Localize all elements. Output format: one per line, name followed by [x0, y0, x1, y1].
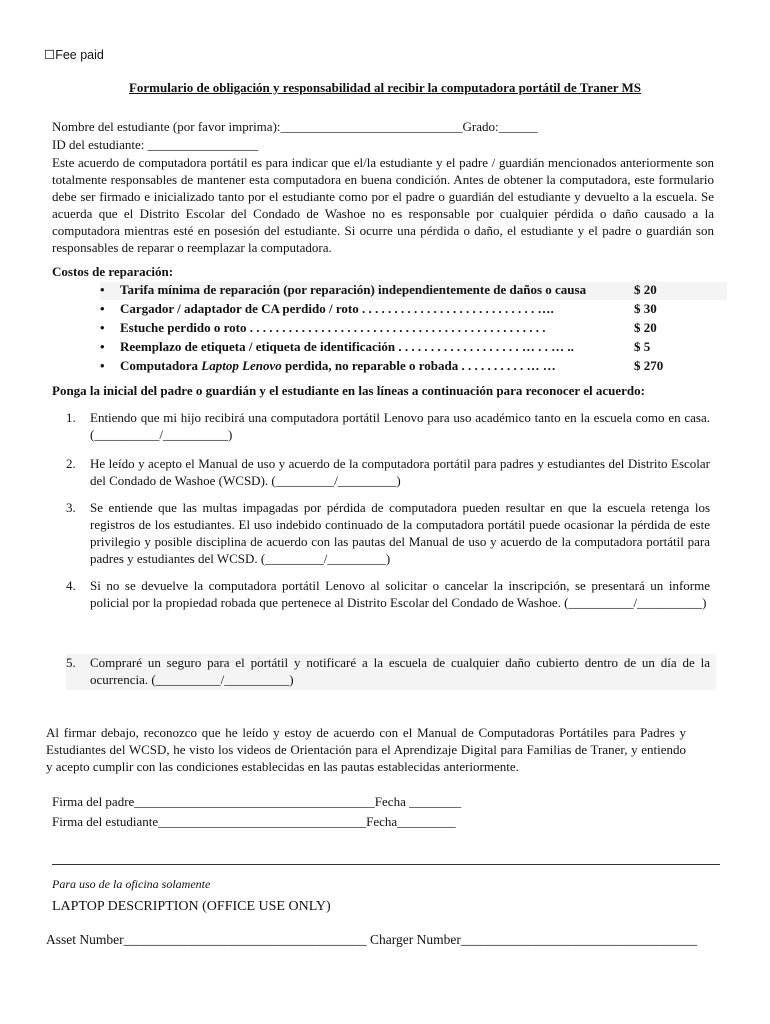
- cost-item: [100, 282, 727, 300]
- bullet-icon: •: [100, 301, 105, 316]
- cost-item: [100, 320, 727, 338]
- closing-paragraph: Al firmar debajo, reconozco que he leído y estoy de acuerdo con el Manual de Computadoras Portátiles para Padres y Estudiantes del WCSD, he visto los videos de Orientación para el Aprendizaje Digital para Familias de Traner, y entiendo y acepto cumplir con las condiciones establecidas en las pautas establecidas anteriormente.: [46, 725, 686, 774]
- item-text[interactable]: Si no se devuelve la computadora portátil Lenovo al solicitar o cancelar la inscripción, se presentará un informe policial por la propiedad robada que pertenece al Distrito Escolar del Condado de Washoe. (__________/__________): [90, 578, 710, 610]
- cost-item: [100, 358, 727, 376]
- item-number: 3.: [66, 500, 76, 515]
- intro-paragraph: Este acuerdo de computadora portátil es para indicar que el/la estudiante y el padre / guardián mencionados anteriormente son totalmente responsables de mantener esta computadora en buena condición. Antes de obtener la computadora, este formulario debe ser firmado e inicializado tanto por el estudiante como por el padre o guardián del estudiante y devuelto a la escuela. Se acuerda que el Distrito Escolar del Condado de Washoe no es responsable por cualquier pérdida o daño causado a la computadora mientras esté en posesión del estudiante. Si ocurre una pérdida o daño, el estudiante y el padre o guardián son responsables de reparar o reemplazar la computadora.: [52, 155, 714, 255]
- bullet-icon: •: [100, 339, 105, 354]
- bullet-icon: •: [100, 358, 105, 373]
- agreement-item: [66, 654, 716, 690]
- item-number: 2.: [66, 456, 76, 471]
- item-text[interactable]: Compraré un seguro para el portátil y notificaré a la escuela de cualquier daño cubierto dentro de un día de la ocurrencia. (__________/__________): [90, 655, 710, 687]
- cost-description-start: Computadora: [120, 358, 202, 373]
- cost-description: Tarifa mínima de reparación (por reparación) independientemente de daños o causa: [120, 282, 587, 297]
- item-number: 1.: [66, 410, 76, 425]
- cost-price: $ 20: [634, 282, 657, 297]
- cost-price: $ 270: [634, 358, 664, 373]
- item-text[interactable]: He leído y acepto el Manual de uso y acuerdo de la computadora portátil para padres y estudiantes del Distrito Escolar del Condado de Washoe (WCSD). (_________/_________): [90, 456, 710, 488]
- repair-costs-heading: Costos de reparación:: [52, 264, 174, 279]
- laptop-model: Laptop Lenovo: [201, 358, 282, 373]
- fee-paid-checkbox[interactable]: [44, 47, 104, 62]
- office-use-note: Para uso de la oficina solamente: [52, 877, 211, 891]
- cost-price: $ 30: [634, 301, 657, 316]
- cost-item: [100, 339, 727, 357]
- divider: [52, 864, 720, 865]
- bullet-icon: •: [100, 320, 105, 335]
- asset-charger-line[interactable]: Asset Number____________________________________ Charger Number___________________________________: [46, 932, 698, 947]
- laptop-description-heading: LAPTOP DESCRIPTION (OFFICE USE ONLY): [52, 899, 331, 914]
- item-number: 5.: [66, 655, 76, 670]
- item-number: 4.: [66, 578, 76, 593]
- cost-price: $ 20: [634, 320, 657, 335]
- cost-description: Reemplazo de etiqueta / etiqueta de identificación . . . . . . . . . . . . . . . . . . . … . . … ..: [120, 339, 574, 354]
- acknowledge-heading: Ponga la inicial del padre o guardián y el estudiante en las líneas a continuación para reconocer el acuerdo:: [52, 383, 645, 398]
- cost-description-end: perdida, no reparable o robada . . . . . . . . . . … …: [281, 358, 556, 373]
- checkbox-icon: ☐: [44, 48, 56, 62]
- student-id-field[interactable]: ID del estudiante: _________________: [52, 137, 259, 152]
- agreement-item: [66, 577, 716, 629]
- cost-description: Estuche perdido o roto . . . . . . . . . . . . . . . . . . . . . . . . . . . . . . . . . . . . . . . . . . . . . .: [120, 320, 546, 335]
- student-signature-line[interactable]: Firma del estudiante________________________________Fecha_________: [52, 814, 456, 829]
- agreement-item: [66, 455, 716, 491]
- bullet-icon: •: [100, 282, 105, 297]
- cost-description: Cargador / adaptador de CA perdido / roto . . . . . . . . . . . . . . . . . . . . . . . . . . . ….: [120, 301, 554, 316]
- form-title: Formulario de obligación y responsabilidad al recibir la computadora portátil de Traner MS: [128, 80, 642, 95]
- student-name-field[interactable]: Nombre del estudiante (por favor imprima):____________________________Grado:______: [52, 119, 538, 134]
- cost-description: [120, 358, 556, 374]
- agreement-item: [66, 409, 716, 445]
- parent-signature-line[interactable]: Firma del padre_____________________________________Fecha ________: [52, 794, 462, 809]
- fee-paid-label: Fee paid: [55, 48, 104, 62]
- item-text[interactable]: Se entiende que las multas impagadas por pérdida de computadora pueden resultar en que la escuela retenga los registros de los estudiantes. El uso indebido continuado de la computadora portátil puede ocasionar la pérdida de este privilegio y posible disciplina de acuerdo con las pautas del Manual de uso y acuerdo de la computadora portátil para padres y estudiantes del WCSD. (_________/_________): [90, 500, 710, 566]
- item-text[interactable]: Entiendo que mi hijo recibirá una computadora portátil Lenovo para uso académico tanto en la escuela como en casa. (__________/__________): [90, 410, 710, 442]
- cost-item: [100, 301, 727, 319]
- cost-price: $ 5: [634, 339, 651, 354]
- agreement-item: [66, 499, 716, 569]
